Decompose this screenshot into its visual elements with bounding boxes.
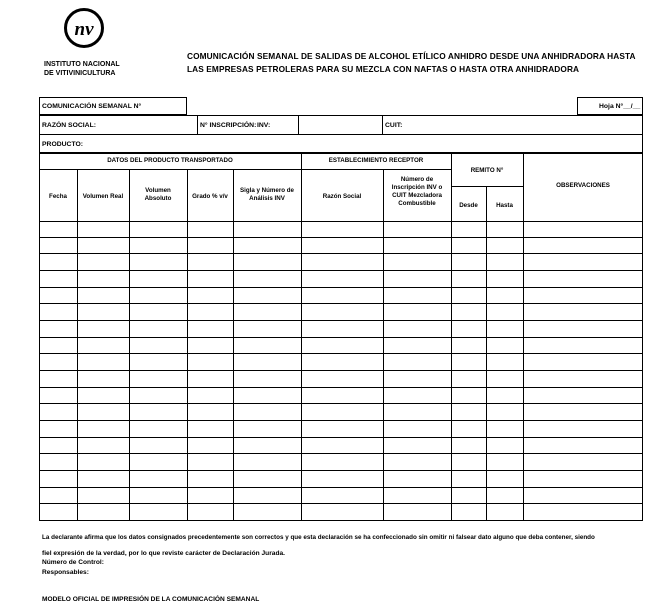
declaration-line-2: fiel expresión de la verdad, por lo que reviste carácter de Declaración Jurada. [42, 550, 285, 557]
table-row[interactable] [39, 304, 643, 321]
group-establecimiento-header: ESTABLECIMIENTO RECEPTOR [328, 157, 424, 164]
inv-field[interactable] [276, 116, 297, 133]
table-row[interactable] [39, 371, 643, 388]
modelo-oficial-label: MODELO OFICIAL DE IMPRESIÓN DE LA COMUNICACIÓN SEMANAL [42, 596, 260, 603]
razon-social-field[interactable] [100, 116, 196, 133]
inv-label: INV: [257, 122, 271, 129]
table-row[interactable] [39, 238, 643, 255]
col-header-razon-social: Razón Social [322, 193, 362, 200]
declaration-line-1: La declarante afirma que los datos consignados precedentemente son correctos y que esta declaración se ha confeccionado sin omitir ni falsear dato alguno que deba contener, siendo [42, 534, 595, 541]
col-header-hasta: Hasta [496, 202, 513, 209]
table-row[interactable] [39, 504, 643, 521]
title-line-1: COMUNICACIÓN SEMANAL DE SALIDAS DE ALCOHOL ETÍLICO ANHIDRO DESDE UNA ANHIDRADORA HASTA [187, 51, 636, 61]
numero-control-label: Número de Control: [42, 559, 104, 566]
table-row[interactable] [39, 421, 643, 438]
table-row[interactable] [39, 388, 643, 405]
hoja-label: Hoja N°__/__ [599, 103, 641, 110]
table-row[interactable] [39, 354, 643, 371]
company-info-sep-1 [197, 115, 198, 134]
col-header-sigla: Sigla y Número de Análisis INV [240, 187, 294, 202]
table-row[interactable] [39, 488, 643, 505]
responsables-label: Responsables: [42, 569, 89, 576]
institution-name [44, 60, 120, 78]
company-info-sep-3 [382, 115, 383, 134]
col-header-desde: Desde [459, 202, 478, 209]
remito-underline [451, 186, 523, 187]
institution-line-2: DE VITIVINICULTURA [44, 70, 116, 77]
observaciones-header: OBSERVACIONES [556, 182, 610, 189]
inv-logo-icon [63, 8, 105, 48]
cuit-label: CUIT: [385, 122, 403, 129]
group-header-underline [39, 169, 451, 170]
razon-social-label: RAZÓN SOCIAL: [42, 122, 96, 129]
table-row[interactable] [39, 271, 643, 288]
group-producto-header: DATOS DEL PRODUCTO TRANSPORTADO [107, 157, 233, 164]
producto-label: PRODUCTO: [42, 141, 84, 148]
table-row[interactable] [39, 404, 643, 421]
table-row[interactable] [39, 254, 643, 271]
comunicacion-label: COMUNICACIÓN SEMANAL N° [42, 103, 142, 110]
table-row[interactable] [39, 471, 643, 488]
svg-text:nv: nv [74, 19, 94, 40]
table-row[interactable] [39, 321, 643, 338]
institution-line-1: INSTITUTO NACIONAL [44, 61, 120, 68]
title-line-2: LAS EMPRESAS PETROLERAS PARA SU MEZCLA CON NAFTAS O HASTA OTRA ANHIDRADORA [187, 64, 580, 74]
table-row[interactable] [39, 288, 643, 305]
table-row[interactable] [39, 454, 643, 471]
inscripcion-label: N° INSCRIPCIÓN: [200, 122, 257, 129]
col-header-numero-inscripcion: Número de Inscripción INV o CUIT Mezcladora Combustible [391, 176, 443, 207]
table-row[interactable] [39, 338, 643, 355]
producto-field[interactable] [88, 135, 642, 152]
cuit-field[interactable] [406, 116, 642, 133]
form-title [187, 50, 636, 76]
col-header-grado: Grado % v/v [192, 193, 228, 200]
col-header-volumen-real: Volumen Real [82, 193, 124, 200]
col-header-fecha: Fecha [49, 193, 67, 200]
table-row[interactable] [39, 221, 643, 238]
table-row[interactable] [39, 438, 643, 455]
group-remito-header: REMITO N° [470, 167, 504, 174]
col-header-volumen-absoluto: Volumen Absoluto [144, 187, 172, 202]
company-info-sep-2 [298, 115, 299, 134]
